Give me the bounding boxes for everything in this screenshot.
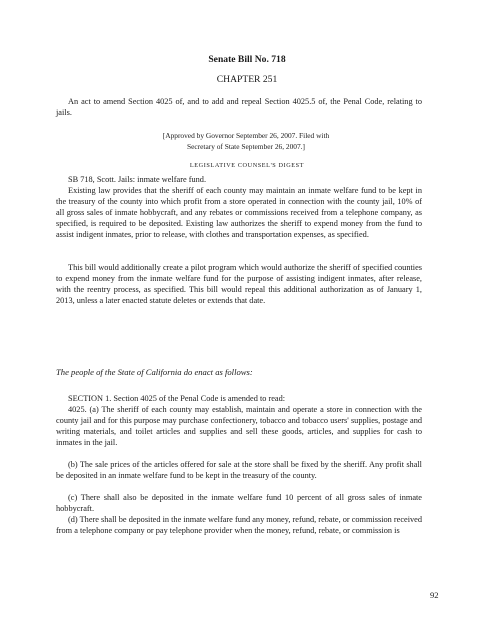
section-4025-d: (d) There shall be deposited in the inmate welfare fund any money, refund, rebate, or commission received from a telephone company or pay telephone provider when the money, refund, rebate, or commission is bbox=[56, 515, 422, 535]
digest-summary: SB 718, Scott. Jails: inmate welfare fund. bbox=[68, 175, 207, 184]
chapter-heading: CHAPTER 251 bbox=[216, 74, 278, 85]
digest-heading: LEGISLATIVE COUNSEL'S DIGEST bbox=[189, 162, 305, 169]
approval-note bbox=[56, 131, 436, 152]
approval-line-1: [Approved by Governor September 26, 2007. Filed with bbox=[162, 131, 330, 140]
page-number: 92 bbox=[430, 590, 439, 600]
approval-line-2: Secretary of State September 26, 2007.] bbox=[186, 141, 305, 151]
act-title: An act to amend Section 4025 of, and to add and repeal Section 4025.5 of, the Penal Code, relating to jails. bbox=[56, 97, 422, 117]
section-4025-a: 4025. (a) The sheriff of each county may establish, maintain and operate a store in connection with the county jail and for this purpose may purchase confectionery, tobacco and tobacco users' supplies, postage and writing materials, and toilet articles and supplies and sell these goods, articles, and supplies for cash to inmates in the jail. bbox=[56, 405, 422, 447]
section-1-intro: SECTION 1. Section 4025 of the Penal Code is amended to read: bbox=[68, 394, 286, 403]
enacting-clause: The people of the State of California do enact as follows: bbox=[56, 367, 253, 377]
section-4025-b: (b) The sale prices of the articles offered for sale at the store shall be fixed by the sheriff. Any profit shall be deposited in an inmate welfare fund to be kept in the treasury of the county. bbox=[56, 460, 422, 480]
digest-bill-effect: This bill would additionally create a pilot program which would authorize the sheriff of specified counties to expend money from the inmate welfare fund for the purpose of assisting indigent inmates, after release, with the reentry process, as specified. This bill would repeal this additional authorization as of January 1, 2013, unless a later enacted statute deletes or extends that date. bbox=[56, 263, 422, 305]
digest-existing-law: Existing law provides that the sheriff of each county may maintain an inmate welfare fund to be kept in the treasury of the county into which profit from a store operated in connection with the county jail, 10% of all gross sales of inmate hobbycraft, and any rebates or commissions received from a telephone company, as specified, is required to be deposited. Existing law authorizes the sheriff to expend money from the fund to assist indigent inmates, prior to release, with clothes and transportation expenses, as specified. bbox=[56, 186, 422, 239]
section-4025-c: (c) There shall also be deposited in the inmate welfare fund 10 percent of all gross sales of inmate hobbycraft. bbox=[56, 493, 422, 513]
bill-title: Senate Bill No. 718 bbox=[208, 54, 286, 65]
